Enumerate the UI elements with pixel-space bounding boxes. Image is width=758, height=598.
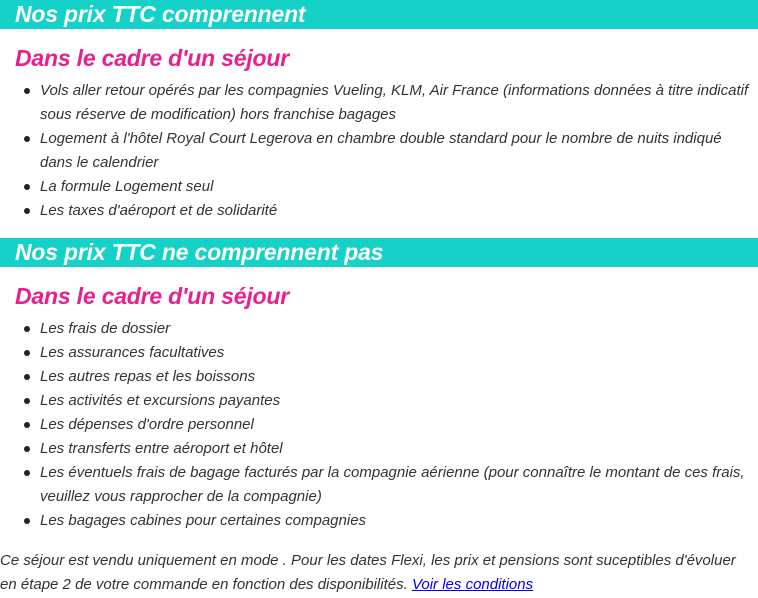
bullet-icon bbox=[24, 184, 30, 190]
excluded-header: Nos prix TTC ne comprennent pas bbox=[0, 238, 758, 267]
list-item bbox=[40, 437, 758, 461]
included-list bbox=[0, 79, 758, 223]
bullet-icon bbox=[24, 326, 30, 332]
bullet-icon bbox=[24, 398, 30, 404]
bullet-icon bbox=[24, 518, 30, 524]
included-header: Nos prix TTC comprennent bbox=[0, 0, 758, 29]
list-item bbox=[40, 127, 758, 175]
footer-text: Ce séjour est vendu uniquement en mode . Pour les dates Flexi, les prix et pensions sont suceptibles d'évoluer en étape 2 de votre commande en fonction des disponibilités. bbox=[0, 552, 736, 593]
list-item bbox=[40, 199, 758, 223]
list-item-text: Les transferts entre aéroport et hôtel bbox=[40, 440, 283, 457]
excluded-list bbox=[0, 317, 758, 533]
included-subtitle: Dans le cadre d'un séjour bbox=[15, 45, 289, 71]
list-item-text: Vols aller retour opérés par les compagnies Vueling, KLM, Air France (informations données à titre indicatif sous réserve de modification) hors franchise bagages bbox=[40, 82, 749, 123]
list-item-text: Les taxes d'aéroport et de solidarité bbox=[40, 202, 278, 219]
list-item-text: Les dépenses d'ordre personnel bbox=[40, 416, 254, 433]
list-item bbox=[40, 389, 758, 413]
list-item bbox=[40, 413, 758, 437]
excluded-section bbox=[0, 238, 758, 533]
list-item-text: Les activités et excursions payantes bbox=[40, 392, 281, 409]
bullet-icon bbox=[24, 470, 30, 476]
list-item-text: Logement à l'hôtel Royal Court Legerova en chambre double standard pour le nombre de nuits indiqué dans le calendrier bbox=[40, 130, 722, 171]
list-item bbox=[40, 341, 758, 365]
list-item-text: La formule Logement seul bbox=[40, 178, 214, 195]
bullet-icon bbox=[24, 88, 30, 94]
list-item-text: Les frais de dossier bbox=[40, 320, 171, 337]
list-item bbox=[40, 79, 758, 127]
bullet-icon bbox=[24, 422, 30, 428]
list-item bbox=[40, 175, 758, 199]
list-item-text: Les bagages cabines pour certaines compagnies bbox=[40, 512, 367, 529]
list-item bbox=[40, 461, 758, 509]
list-item bbox=[40, 317, 758, 341]
bullet-icon bbox=[24, 374, 30, 380]
list-item bbox=[40, 509, 758, 533]
included-section bbox=[0, 0, 758, 223]
list-item bbox=[40, 365, 758, 389]
list-item-text: Les assurances facultatives bbox=[40, 344, 225, 361]
excluded-subtitle: Dans le cadre d'un séjour bbox=[15, 283, 289, 309]
list-item-text: Les éventuels frais de bagage facturés par la compagnie aérienne (pour connaître le montant de ces frais, veuillez vous rapprocher de la compagnie) bbox=[40, 464, 745, 505]
bullet-icon bbox=[24, 446, 30, 452]
bullet-icon bbox=[24, 208, 30, 214]
bullet-icon bbox=[24, 136, 30, 142]
conditions-link[interactable]: Voir les conditions bbox=[411, 576, 534, 593]
footer-note bbox=[0, 549, 752, 597]
bullet-icon bbox=[24, 350, 30, 356]
list-item-text: Les autres repas et les boissons bbox=[40, 368, 256, 385]
